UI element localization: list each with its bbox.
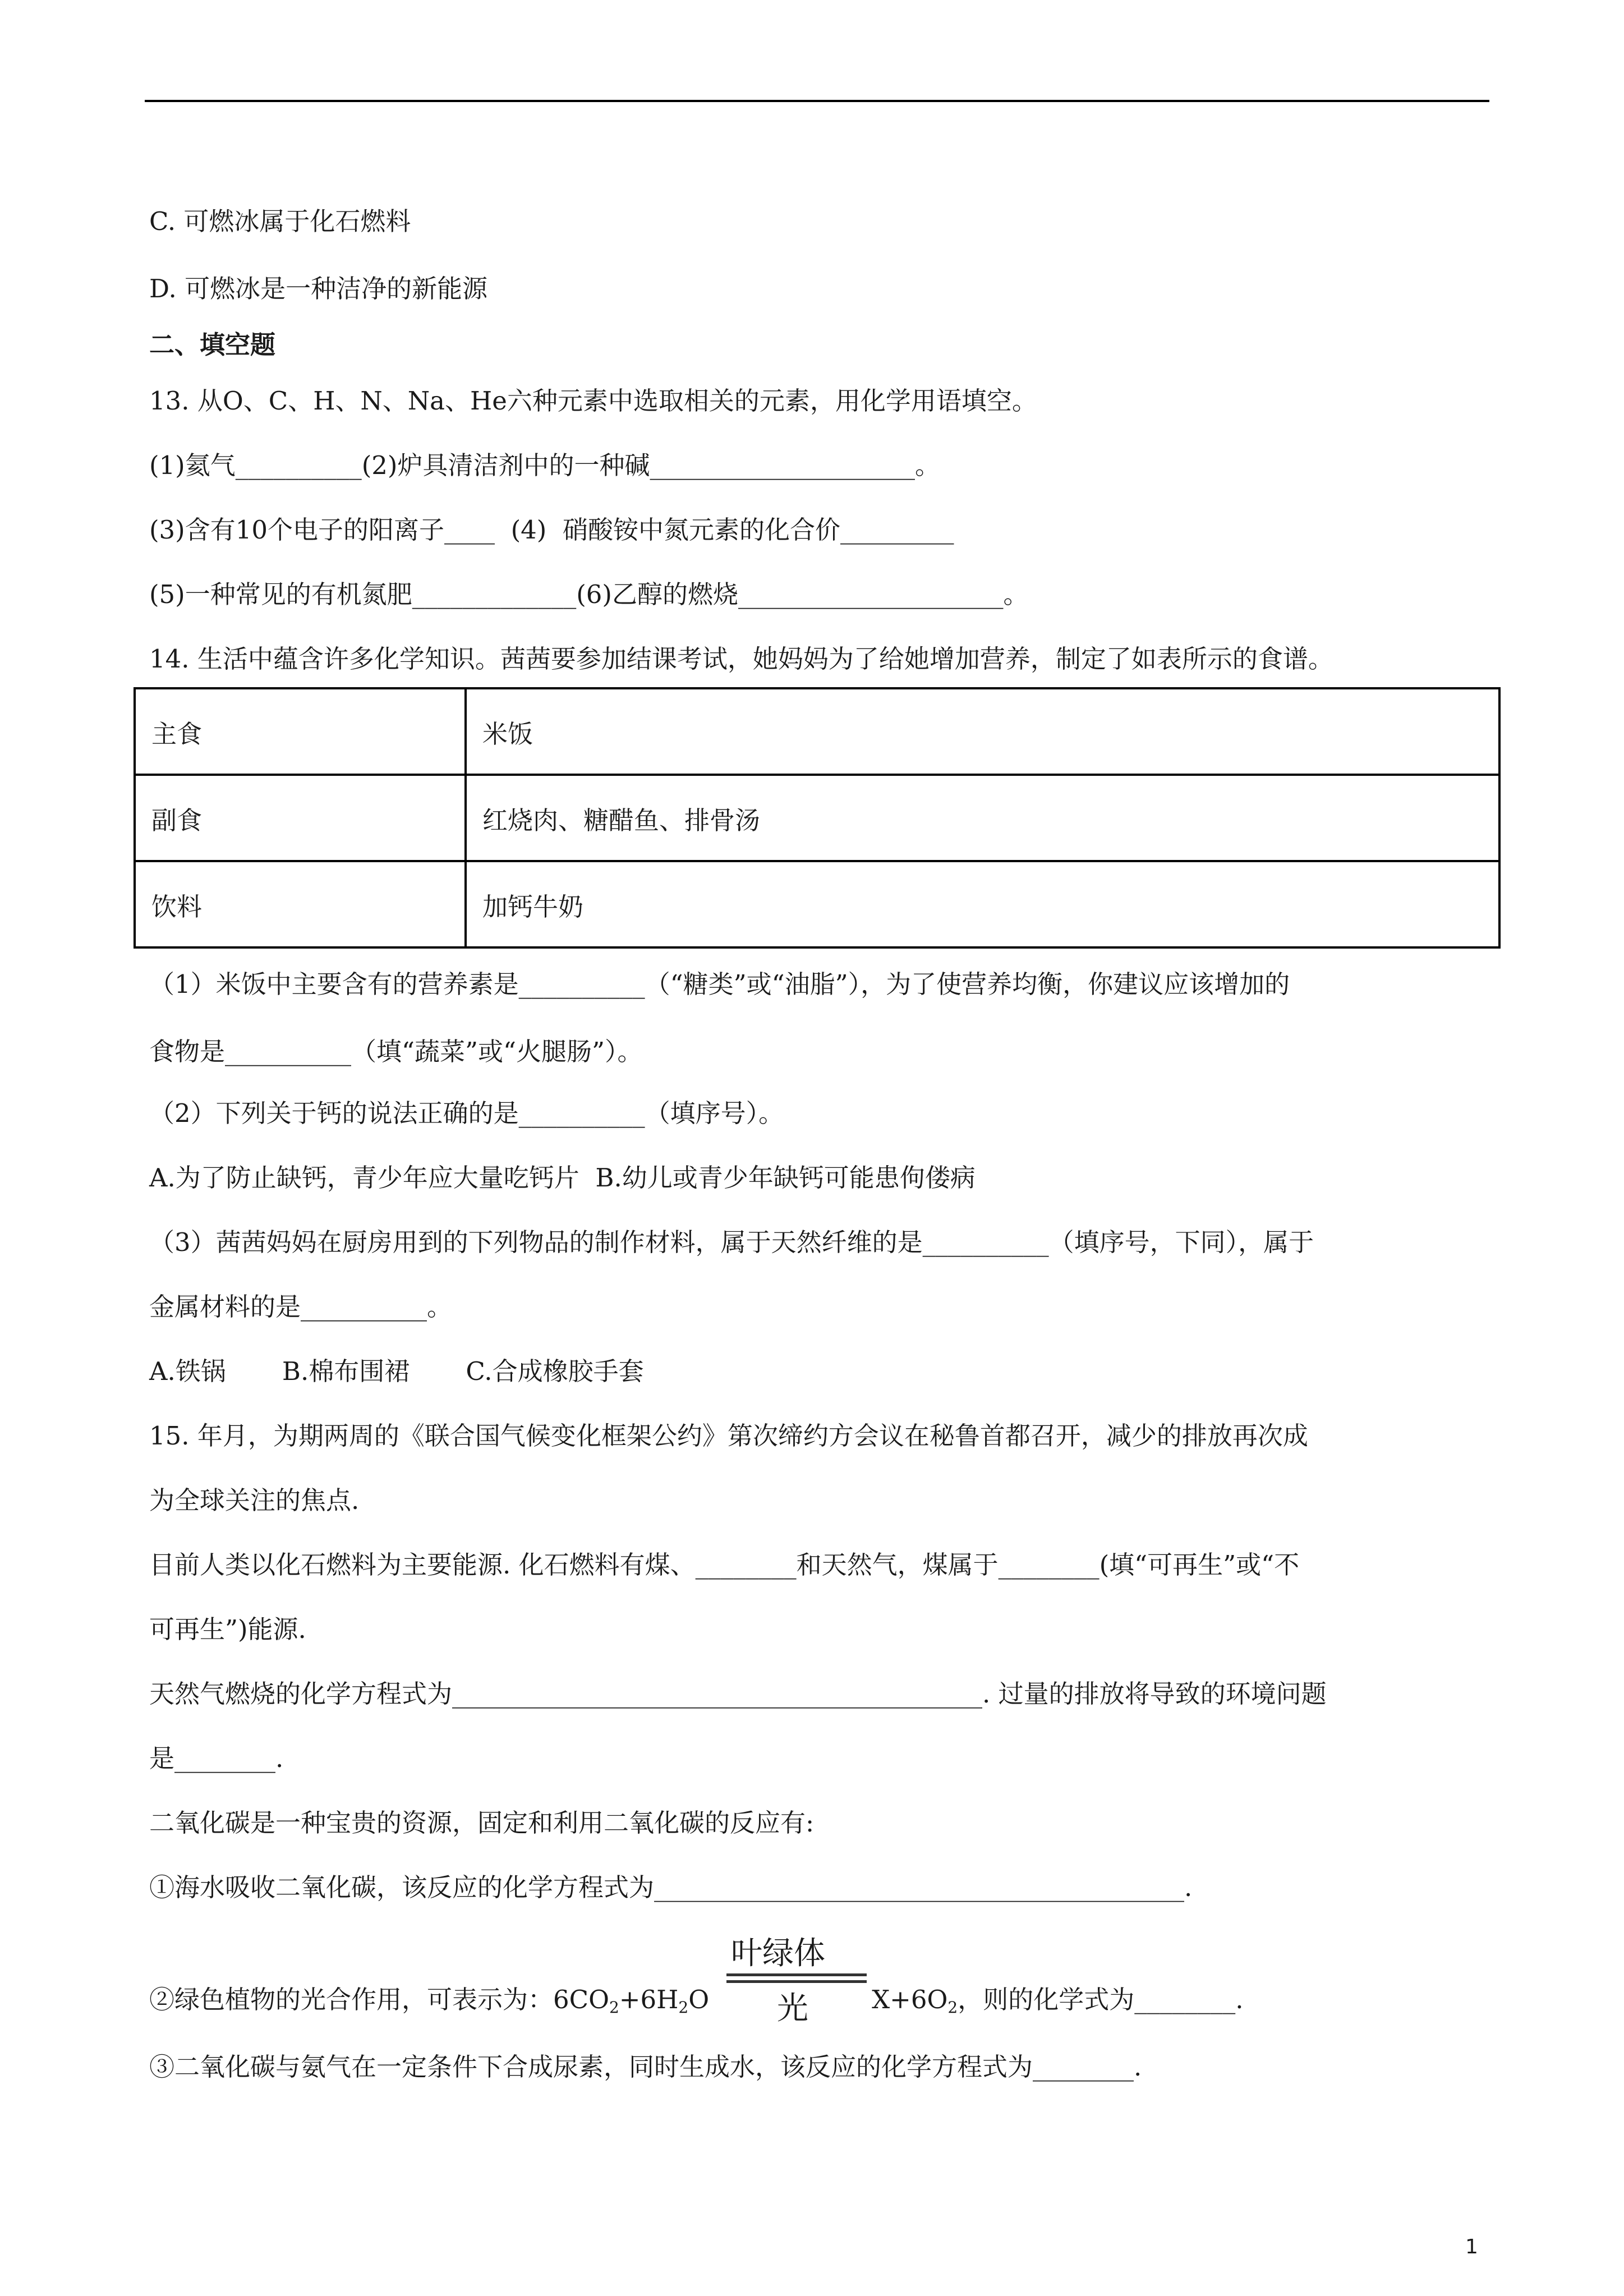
h2o-subscript: 2 xyxy=(678,1998,689,2017)
question-14: 14. 生活中蕴含许多化学知识。茜茜要参加结课考试，她妈妈为了给她增加营养，制定了如表所示的食谱。 xyxy=(149,644,1333,674)
q15-fuels: 目前人类以化石燃料为主要能源. 化石燃料有煤、________和天然气，煤属于________(填“可再生”或“不 xyxy=(149,1550,1300,1580)
co2-subscript: 2 xyxy=(609,1998,619,2017)
equation-suffix: ，则的化学式为________. xyxy=(958,1985,1244,2014)
menu-label: 主食 xyxy=(135,688,466,775)
q15-gas-equation-cont: 是________. xyxy=(149,1743,284,1773)
q13-line-3: (5)一种常见的有机氮肥_____________(6)乙醇的燃烧_____________________。 xyxy=(149,579,1029,609)
page-number: 1 xyxy=(1465,2235,1478,2258)
q13-line-1: (1)氦气__________(2)炉具清洁剂中的一种碱_____________________。 xyxy=(149,450,940,480)
option-d: D. 可燃冰是一种洁净的新能源 xyxy=(149,274,488,303)
q13-line-2: (3)含有10个电子的阳离子____ (4) 硝酸铵中氮元素的化合价_________ xyxy=(149,515,954,545)
header-rule xyxy=(145,100,1489,102)
equals-bar-top xyxy=(726,1973,867,1976)
question-13: 13. 从O、C、H、N、Na、He六种元素中选取相关的元素，用化学用语填空。 xyxy=(149,386,1037,416)
q14-part-3-cont: 金属材料的是__________。 xyxy=(149,1292,453,1322)
menu-value: 加钙牛奶 xyxy=(466,861,1499,947)
menu-value: 红烧肉、糖醋鱼、排骨汤 xyxy=(466,775,1499,861)
table-row xyxy=(135,775,1499,861)
q15-item-1: ①海水吸收二氧化碳，该反应的化学方程式为__________________________________________. xyxy=(149,1872,1193,1902)
q15-co2-intro: 二氧化碳是一种宝贵的资源，固定和利用二氧化碳的反应有: xyxy=(149,1808,815,1838)
equation-o: O xyxy=(688,1985,710,2014)
catalyst-label: 叶绿体 xyxy=(731,1935,825,1972)
q15-gas-equation: 天然气燃烧的化学方程式为__________________________________________. 过量的排放将导致的环境问题 xyxy=(149,1679,1327,1709)
option-c: C. 可燃冰属于化石燃料 xyxy=(149,206,411,236)
condition-label: 光 xyxy=(777,1990,808,2027)
q14-part-2-options: A.为了防止缺钙，青少年应大量吃钙片 B.幼儿或青少年缺钙可能患佝偻病 xyxy=(149,1163,976,1193)
q14-part-1: （1）米饭中主要含有的营养素是__________（“糖类”或“油脂”），为了使营养均衡，你建议应该增加的 xyxy=(149,969,1290,999)
o2-subscript: 2 xyxy=(947,1998,958,2017)
question-15: 15. 年月，为期两周的《联合国气候变化框架公约》第次缔约方会议在秘鲁首都召开，减少的排放再次成 xyxy=(149,1421,1308,1451)
table-row xyxy=(135,861,1499,947)
menu-label: 副食 xyxy=(135,775,466,861)
equation-product: X+6O xyxy=(872,1985,948,2014)
q15-item-3: ③二氧化碳与氨气在一定条件下合成尿素，同时生成水，该反应的化学方程式为________. xyxy=(149,2052,1142,2082)
q15-line-2: 为全球关注的焦点. xyxy=(149,1485,360,1515)
menu-table xyxy=(134,687,1501,949)
equation-h: +6H xyxy=(619,1985,679,2014)
q15-fuels-cont: 可再生”)能源. xyxy=(149,1614,306,1644)
q14-part-3: （3）茜茜妈妈在厨房用到的下列物品的制作材料，属于天然纤维的是__________（填序号，下同），属于 xyxy=(149,1227,1314,1257)
menu-label: 饮料 xyxy=(135,861,466,947)
equation-prefix: ②绿色植物的光合作用，可表示为：6CO xyxy=(149,1985,609,2014)
table-row xyxy=(135,688,1499,775)
section-heading: 二、填空题 xyxy=(149,330,276,360)
q14-part-2: （2）下列关于钙的说法正确的是__________（填序号）。 xyxy=(149,1098,784,1128)
menu-value: 米饭 xyxy=(466,688,1499,775)
q14-part-3-options: A.铁锅 B.棉布围裙 C.合成橡胶手套 xyxy=(149,1356,644,1386)
q15-item-2 xyxy=(149,1983,1244,2024)
q14-part-1-cont: 食物是__________（填“蔬菜”或“火腿肠”）。 xyxy=(149,1037,643,1066)
